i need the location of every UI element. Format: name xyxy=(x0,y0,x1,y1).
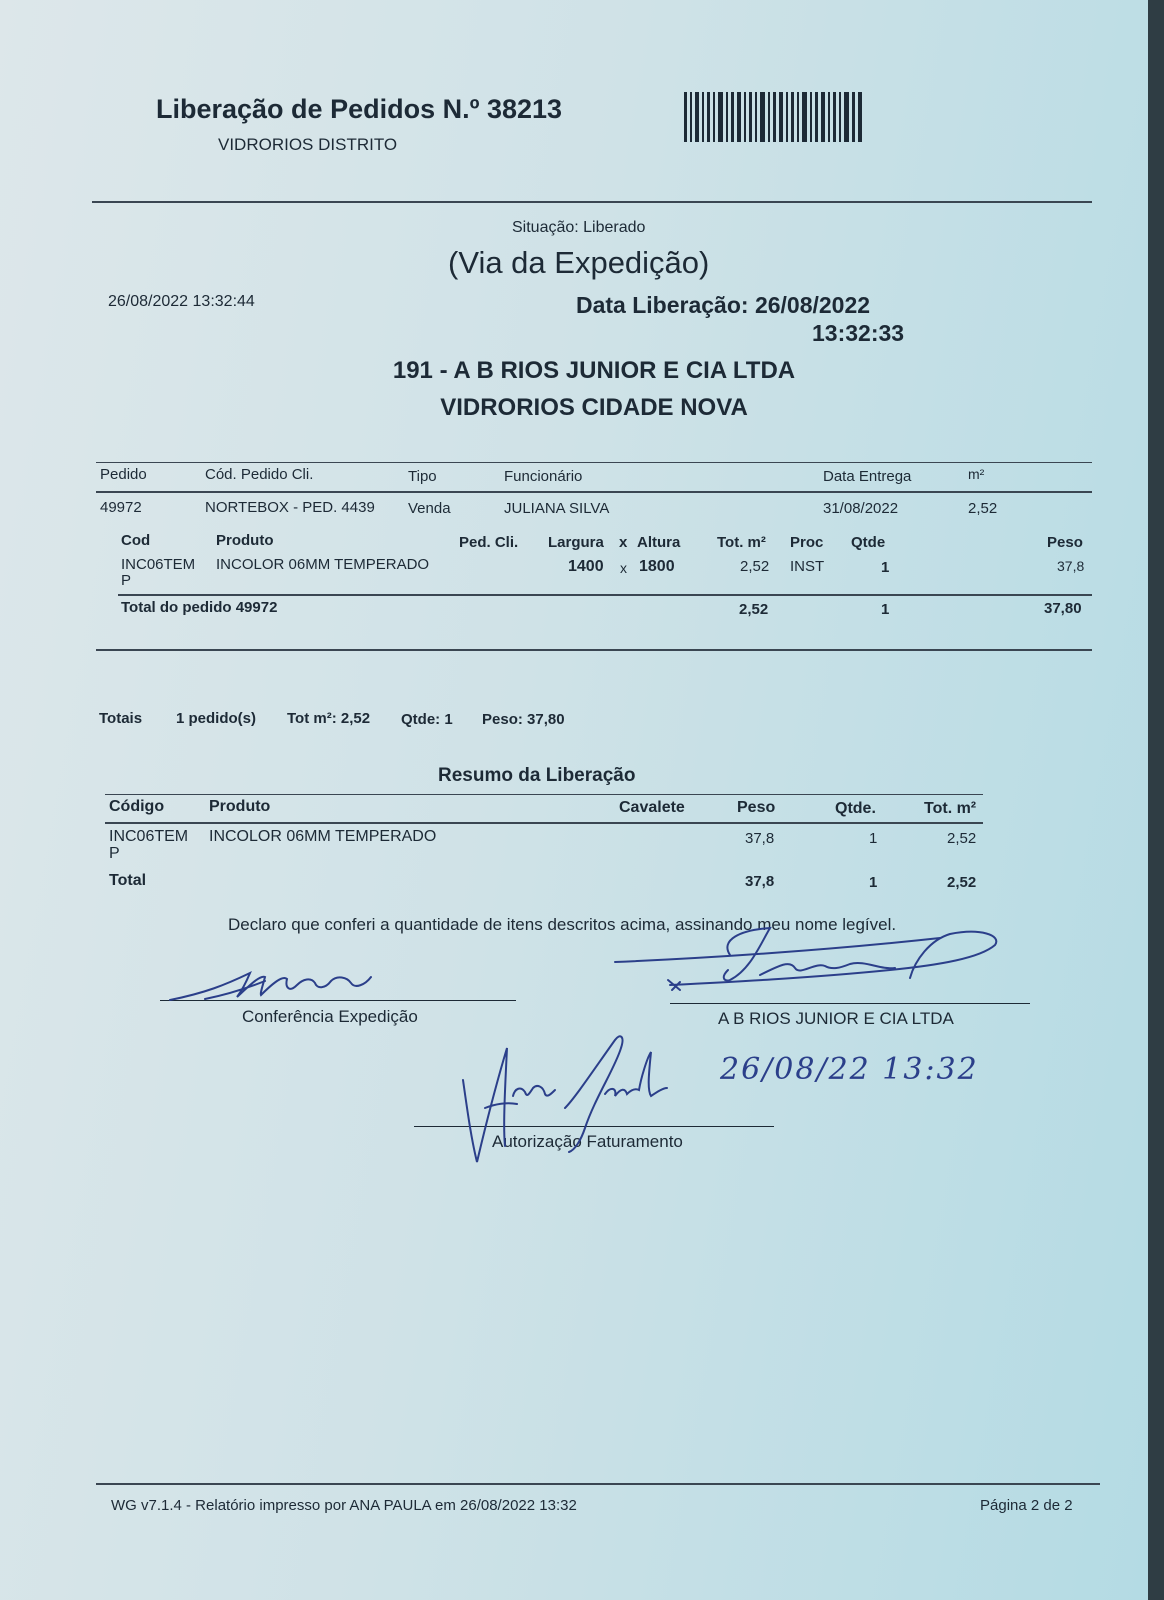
order-tipo: Venda xyxy=(408,500,451,517)
item-col-cod: Cod xyxy=(121,532,151,549)
col-m2: m² xyxy=(968,466,985,482)
footer-left: WG v7.1.4 - Relatório impresso por ANA PAULA em 26/08/2022 13:32 xyxy=(111,1497,577,1514)
item-proc: INST xyxy=(790,558,825,575)
totals-pedidos: 1 pedido(s) xyxy=(176,710,257,727)
order-total-qtde: 1 xyxy=(881,601,890,618)
totals-qtde: Qtde: 1 xyxy=(401,711,453,728)
order-header-rule xyxy=(96,491,1092,493)
declaration-text: Declaro que conferi a quantidade de itens descritos acima, assinando meu nome legível. xyxy=(228,915,897,934)
client-signature-label: A B RIOS JUNIOR E CIA LTDA xyxy=(718,1009,954,1028)
summary-col-peso: Peso xyxy=(737,799,776,816)
order-table-bottom-rule xyxy=(96,649,1092,651)
summary-peso: 37,8 xyxy=(745,830,775,847)
release-date: Data Liberação: 26/08/2022 xyxy=(576,292,871,318)
item-col-produto: Produto xyxy=(216,532,274,549)
item-produto: INCOLOR 06MM TEMPERADO xyxy=(216,556,430,573)
item-col-qtde: Qtde xyxy=(851,534,886,551)
summary-total-label: Total xyxy=(109,872,147,889)
col-pedido: Pedido xyxy=(100,466,147,483)
summary-header-rule xyxy=(105,822,983,824)
summary-col-codigo: Código xyxy=(109,798,165,815)
release-time: 13:32:33 xyxy=(812,320,905,346)
col-funcionario: Funcionário xyxy=(504,468,583,485)
item-col-largura: Largura xyxy=(548,534,604,551)
item-altura: 1800 xyxy=(639,558,675,575)
client-name: 191 - A B RIOS JUNIOR E CIA LTDA xyxy=(392,357,796,384)
col-tipo: Tipo xyxy=(408,468,437,485)
status-text: Situação: Liberado xyxy=(512,219,646,236)
order-data-entrega: 31/08/2022 xyxy=(823,500,899,517)
order-total-label: Total do pedido 49972 xyxy=(121,599,278,616)
company-name: VIDRORIOS DISTRITO xyxy=(218,135,398,154)
totals-peso: Peso: 37,80 xyxy=(482,711,565,728)
summary-title: Resumo da Liberação xyxy=(438,765,636,786)
summary-col-produto: Produto xyxy=(209,798,271,815)
footer-divider xyxy=(96,1483,1100,1485)
conferencia-signature xyxy=(165,955,385,1005)
totals-label: Totais xyxy=(99,710,143,727)
order-total-peso: 37,80 xyxy=(1044,600,1082,617)
conferencia-label: Conferência Expedição xyxy=(242,1007,418,1026)
item-col-altura: Altura xyxy=(637,534,681,551)
store-name: VIDRORIOS CIDADE NOVA xyxy=(440,394,748,421)
item-col-ped-cli: Ped. Cli. xyxy=(459,534,519,551)
order-m2: 2,52 xyxy=(968,500,998,517)
item-largura: 1400 xyxy=(568,558,604,575)
order-table-top-rule xyxy=(96,462,1092,463)
client-signature xyxy=(610,910,1000,1005)
summary-top-rule xyxy=(105,794,983,795)
summary-total-qtde: 1 xyxy=(869,874,878,891)
item-tot-m2: 2,52 xyxy=(740,558,770,575)
item-col-proc: Proc xyxy=(790,534,824,551)
summary-tot-m2: 2,52 xyxy=(947,830,977,847)
summary-total-tot-m2: 2,52 xyxy=(947,874,977,891)
summary-codigo-line1: INC06TEM xyxy=(109,828,189,845)
summary-col-cavalete: Cavalete xyxy=(619,799,685,816)
autorizacao-signature xyxy=(455,1028,685,1168)
autorizacao-label: Autorização Faturamento xyxy=(492,1132,683,1151)
barcode xyxy=(684,92,862,142)
summary-codigo-line2: P xyxy=(109,845,120,862)
order-total-rule xyxy=(118,594,1092,596)
col-cod-pedido-cli: Cód. Pedido Cli. xyxy=(205,466,314,483)
item-x: x xyxy=(620,560,627,576)
item-cod-line2: P xyxy=(121,572,132,589)
item-col-peso: Peso xyxy=(1047,534,1083,551)
summary-produto: INCOLOR 06MM TEMPERADO xyxy=(209,828,437,845)
item-cod-line1: INC06TEM xyxy=(121,556,196,573)
summary-qtde: 1 xyxy=(869,830,878,847)
report-title: Liberação de Pedidos N.º 38213 xyxy=(156,94,563,124)
order-funcionario: JULIANA SILVA xyxy=(504,500,610,517)
item-qtde: 1 xyxy=(881,559,890,576)
print-datetime: 26/08/2022 13:32:44 xyxy=(108,293,255,310)
copy-type: (Via da Expedição) xyxy=(448,245,710,280)
footer-page-number: Página 2 de 2 xyxy=(980,1497,1073,1514)
order-pedido: 49972 xyxy=(100,499,142,516)
summary-total-peso: 37,8 xyxy=(745,873,775,890)
handwritten-date: 26/08/22 13:32 xyxy=(720,1052,979,1087)
summary-col-tot-m2: Tot. m² xyxy=(924,800,977,817)
item-peso: 37,8 xyxy=(1057,558,1085,574)
totals-tot-m2: Tot m²: 2,52 xyxy=(287,710,371,727)
col-data-entrega: Data Entrega xyxy=(823,468,912,485)
summary-col-qtde: Qtde. xyxy=(835,800,876,817)
order-cod-pedido-cli: NORTEBOX - PED. 4439 xyxy=(205,499,375,516)
item-col-x: x xyxy=(619,534,628,551)
header-divider xyxy=(92,201,1092,203)
item-col-tot-m2: Tot. m² xyxy=(717,534,766,551)
order-total-m2: 2,52 xyxy=(739,601,769,618)
